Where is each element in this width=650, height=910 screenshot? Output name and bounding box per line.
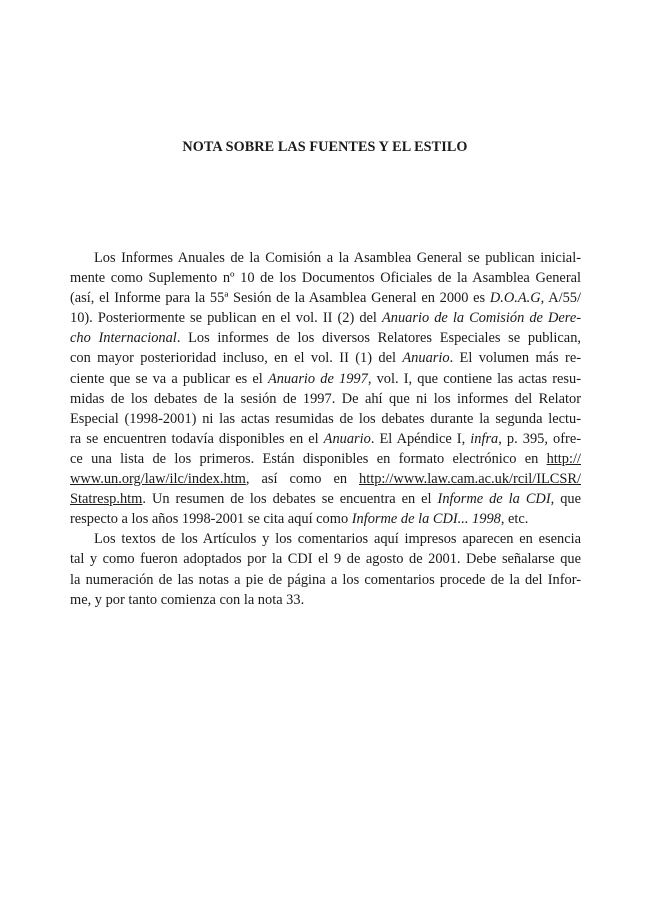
italic-text: D.O.A.G, xyxy=(489,290,545,307)
body-text xyxy=(70,248,581,610)
italic-text: Anuario de la Comisión de Dere- xyxy=(381,310,582,327)
text-line xyxy=(70,570,581,590)
text-run: , etc. xyxy=(500,511,529,528)
text-run: mente como Suplemento nº 10 de los Documentos Oficiales de la Asamblea General xyxy=(70,270,581,287)
text-run: 10). Posteriormente se publican en el vol. II (2) del xyxy=(70,310,382,327)
text-run: Especial (1998-2001) ni las actas resumidas de los debates durante la segunda lectu- xyxy=(70,410,581,427)
text-line xyxy=(70,328,581,348)
italic-text: Anuario de 1997 xyxy=(267,370,368,387)
text-run: la numeración de las notas a pie de página a los comentarios procede de la del Infor- xyxy=(70,571,581,588)
text-run: . El volumen más re- xyxy=(449,350,581,367)
text-line xyxy=(70,489,581,509)
italic-text: Informe de la CDI xyxy=(437,491,551,508)
text-run: (así, el Informe para la 55ª Sesión de la Asamblea General en 2000 es xyxy=(70,290,490,307)
text-line xyxy=(70,449,581,469)
text-line xyxy=(70,248,581,268)
italic-text: Anuario xyxy=(402,350,450,367)
text-line xyxy=(70,268,581,288)
text-line xyxy=(70,469,581,489)
text-run: , vol. I, que contiene las actas resu- xyxy=(367,370,581,387)
text-run: . Un resumen de los debates se encuentra en el xyxy=(142,491,438,508)
text-run: . Los informes de los diversos Relatores Especiales se publican, xyxy=(176,330,581,347)
text-line xyxy=(70,590,581,610)
text-run: . El Apéndice I, xyxy=(370,430,471,447)
text-line xyxy=(70,509,581,529)
text-run: ra se encuentren todavía disponibles en el xyxy=(70,430,324,447)
text-line xyxy=(70,369,581,389)
url-link[interactable]: www.un.org/law/ilc/index.htm xyxy=(70,471,246,488)
text-run: , así como en xyxy=(245,471,360,488)
text-run: midas de los debates de la sesión de 1997. De ahí que ni los informes del Relator xyxy=(70,390,581,407)
text-line xyxy=(70,429,581,449)
text-run: respecto a los años 1998-2001 se cita aquí como xyxy=(70,511,352,528)
italic-text: cho Internacional xyxy=(70,330,177,347)
text-run: A/55/ xyxy=(544,290,581,307)
paragraph xyxy=(70,248,581,529)
text-run: , que xyxy=(550,491,581,508)
text-run: Los Informes Anuales de la Comisión a la Asamblea General se publican inicial- xyxy=(94,250,581,266)
text-run: Los textos de los Artículos y los comentarios aquí impresos aparecen en esencia xyxy=(94,531,581,548)
text-line xyxy=(70,549,581,569)
url-link[interactable]: http:// xyxy=(546,450,581,467)
text-line xyxy=(70,529,581,549)
italic-text: Informe de la CDI... 1998 xyxy=(351,511,501,528)
url-link[interactable]: Statresp.htm xyxy=(70,491,143,508)
text-run: , p. 395, ofre- xyxy=(498,430,581,447)
text-run: ciente que se va a publicar es el xyxy=(70,370,268,387)
text-run: con mayor posterioridad incluso, en el vol. II (1) del xyxy=(70,350,403,367)
page-title: NOTA SOBRE LAS FUENTES Y EL ESTILO xyxy=(182,139,468,155)
text-line xyxy=(70,308,581,328)
url-link[interactable]: http://www.law.cam.ac.uk/rcil/ILCSR/ xyxy=(359,471,581,488)
text-line xyxy=(70,409,581,429)
text-line xyxy=(70,288,581,308)
text-line xyxy=(70,389,581,409)
text-line xyxy=(70,348,581,368)
text-run: tal y como fueron adoptados por la CDI el 9 de agosto de 2001. Debe señalarse que xyxy=(70,551,581,568)
italic-text: Anuario xyxy=(323,430,371,447)
text-run: ce una lista de los primeros. Están disponibles en formato electrónico en xyxy=(70,450,547,467)
paragraph xyxy=(70,529,581,609)
text-run: me, y por tanto comienza con la nota 33. xyxy=(70,591,305,608)
italic-text: infra xyxy=(470,430,499,447)
